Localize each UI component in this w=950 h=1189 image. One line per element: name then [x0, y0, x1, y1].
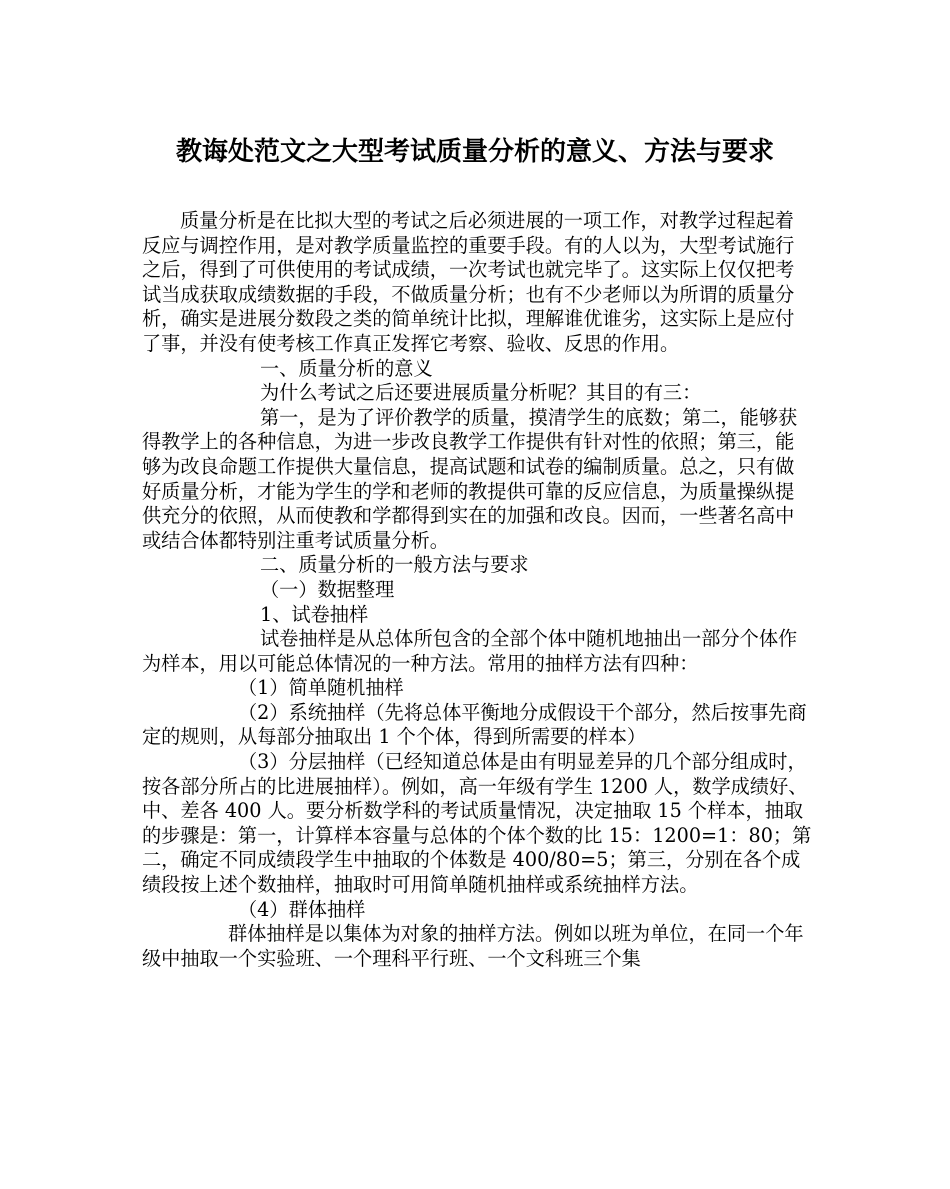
paragraph-intro: 质量分析是在比拟大型的考试之后必须进展的一项工作，对教学过程起着反应与调控作用，是对教学质量监控的重要手段。有的人以为，大型考试施行之后，得到了可供使用的考试成绩，一次考试也就完毕了。这实际上仅仅把考试当成获取成绩数据的手段，不做质量分析；也有不少老师以为所谓的质量分析，确实是进展分数段之类的简单统计比拟，理解谁优谁劣，这实际上是应付了事，并没有使考核工作真正发挥它考察、验收、反思的作用。 [142, 209, 795, 355]
paragraph-purposes: 第一，是为了评价教学的质量，摸清学生的底数；第二，能够获得教学上的各种信息，为进一步改良教学工作提供有针对性的依照；第三，能够为改良命题工作提供大量信息，提高试题和试卷的编制质量。总之，只有做好质量分析，才能为学生的学和老师的教提供可靠的反应信息，为质量操纵提供充分的依照，从而使教和学都得到实在的加强和改良。因而，一些著名高中或结合体都特别注重考试质量分析。 [142, 405, 798, 552]
document-title: 教诲处范文之大型考试质量分析的意义、方法与要求 [175, 137, 774, 167]
paragraph-sampling-definition: 试卷抽样是从总体所包含的全部个体中随机地抽出一部分个体作为样本，用以可能总体情况的一种方法。常用的抽样方法有四种： [142, 627, 798, 675]
heading-data-organization: （一）数据整理 [260, 577, 395, 601]
heading-section-2: 二、质量分析的一般方法与要求 [260, 553, 529, 577]
paragraph-purpose-question: 为什么考试之后还要进展质量分析呢？其目的有三： [260, 381, 702, 405]
list-item-simple-random: （1）简单随机抽样 [238, 676, 404, 700]
heading-section-1: 一、质量分析的意义 [260, 356, 433, 380]
paragraph-cluster-definition: 群体抽样是以集体为对象的抽样方法。例如以班为单位，在同一个年级中抽取一个实验班、一个理科平行班、一个文科班三个集 [142, 922, 804, 970]
document-body [142, 209, 812, 971]
heading-paper-sampling: 1、试卷抽样 [260, 602, 369, 626]
list-item-systematic: （2）系统抽样（先将总体平衡地分成假设干个部分，然后按事先商定的规则，从每部分抽取出 1 个个体，得到所需要的样本） [142, 700, 807, 749]
list-item-cluster: （4）群体抽样 [238, 897, 366, 921]
list-item-stratified: （3）分层抽样（已经知道总体是由有明显差异的几个部分组成时，按各部分所占的比进展抽样）。例如，高一年级有学生 1200 人，数学成绩好、中、差各 400 人。要分析数学科的考试质量情况，决定抽取 15 个样本，抽取的步骤是：第一，计算样本容量与总体的个体个数的比 15：1200=1：80；第二，确定不同成绩段学生中抽取的个体数是 400/80=5；第三，分别在各个成绩段按上述个数抽样，抽取时可用简单随机抽样或系统抽样方法。 [142, 750, 812, 897]
